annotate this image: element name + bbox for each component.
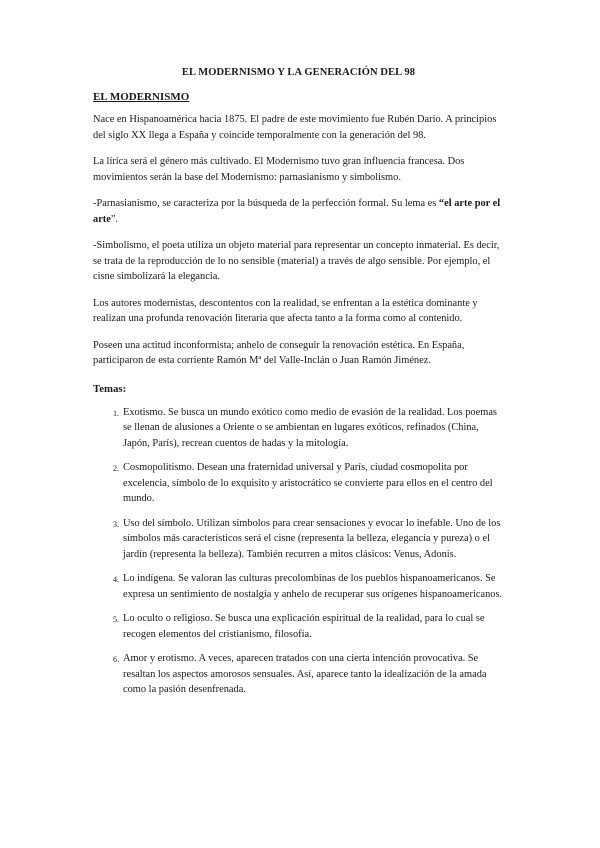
- list-item: [93, 405, 504, 452]
- list-item-number: 4.: [113, 575, 119, 584]
- paragraph-parnasianism: [93, 196, 504, 227]
- paragraph-lyric: La lírica será el género más cultivado. El Modernismo tuvo gran influencia francesa. Dos movimientos serán la base del Modernismo: parnasianismo y simbolismo.: [93, 156, 465, 183]
- motto-text-end: arte: [93, 213, 111, 225]
- list-item-text: Amor y erotismo. A veces, aparecen tratados con una cierta intención provocativa. Se resaltan los aspectos amorosos sensuales. Así, aparece tanto la idealización de la amada como la pasión desenfrenada.: [123, 653, 487, 695]
- topics-list: [93, 405, 504, 698]
- list-item-text: Uso del símbolo. Utilizan símbolos para crear sensaciones y evocar lo inefable. Uno de los símbolos más característicos será el cisne (representa la belleza, elegancia y pureza) o el jardín (representa la belleza). También recurren a mitos clásicos: Venus, Adonis.: [123, 517, 501, 560]
- list-item: [93, 516, 504, 563]
- topics-heading: Temas:: [93, 382, 127, 395]
- list-item-text: Lo oculto o religioso. Se busca una explicación espiritual de la realidad, para lo cual se recogen elementos del cristianismo, filosofía.: [123, 613, 485, 640]
- list-item-number: 3.: [113, 519, 119, 529]
- motto-text: “el arte por el: [438, 198, 501, 209]
- list-item-text: Cosmopolitismo. Desean una fraternidad universal y París, ciudad cosmopolita por excelencia, símbolo de lo exquisito y aristocrático se convierte para ellos en el centro del mundo.: [123, 462, 493, 504]
- list-item-number: 1.: [113, 408, 119, 418]
- parnasianism-text: -Parnasianismo, se caracteriza por la búsqueda de la perfección formal. Su lema es: [93, 198, 439, 209]
- section-heading: EL MODERNISMO: [93, 91, 190, 103]
- list-item: [93, 651, 504, 698]
- list-item-text: Lo indígena. Se valoran las culturas precolombinas de los pueblos hispanoamericanos. Se expresa un sentimiento de nostalgia y anhelo de recuperar sus orígenes hispanoamericanos.: [123, 573, 503, 600]
- paragraph-attitude: Poseen una actitud inconformista; anhelo de conseguir la renovación estética. En España, participaron de esta corriente Ramón Mª del Valle-Inclán o Juan Ramón Jiménez.: [93, 339, 465, 366]
- list-item-number: 6.: [113, 655, 119, 664]
- paragraph-symbolism: -Simbolismo, el poeta utiliza un objeto material para representar un concepto inmaterial. Es decir, se trata de la reproducción de lo no sensible (material) a través de algo sensible. Por ejemplo, el cisne simbolizará la elegancia.: [93, 240, 500, 282]
- list-item: [93, 611, 504, 642]
- list-item-number: 5.: [113, 615, 119, 624]
- motto-close: ”.: [110, 213, 119, 225]
- paragraph-authors: Los autores modernistas, descontentos con la realidad, se enfrentan a la estética dominante y realizan una profunda renovación literaria que afecta tanto a la forma como al contenido.: [93, 297, 478, 324]
- document-title: EL MODERNISMO Y LA GENERACIÓN DEL 98: [181, 67, 416, 78]
- paragraph-origin: Nace en Hispanoamérica hacia 1875. El padre de este movimiento fue Rubén Darío. A principios del siglo XX llega a España y coincide temporalmente con la generación del 98.: [93, 114, 497, 141]
- list-item-text: Exotismo. Se busca un mundo exótico como medio de evasión de la realidad. Los poemas se llenan de alusiones a Oriente o se ambientan en lugares exóticos, refinados (China, Japón, París), recrean cuentos de hadas y la mitología.: [123, 406, 497, 449]
- list-item: [93, 460, 504, 507]
- list-item-number: 2.: [113, 464, 119, 473]
- list-item: [93, 571, 504, 602]
